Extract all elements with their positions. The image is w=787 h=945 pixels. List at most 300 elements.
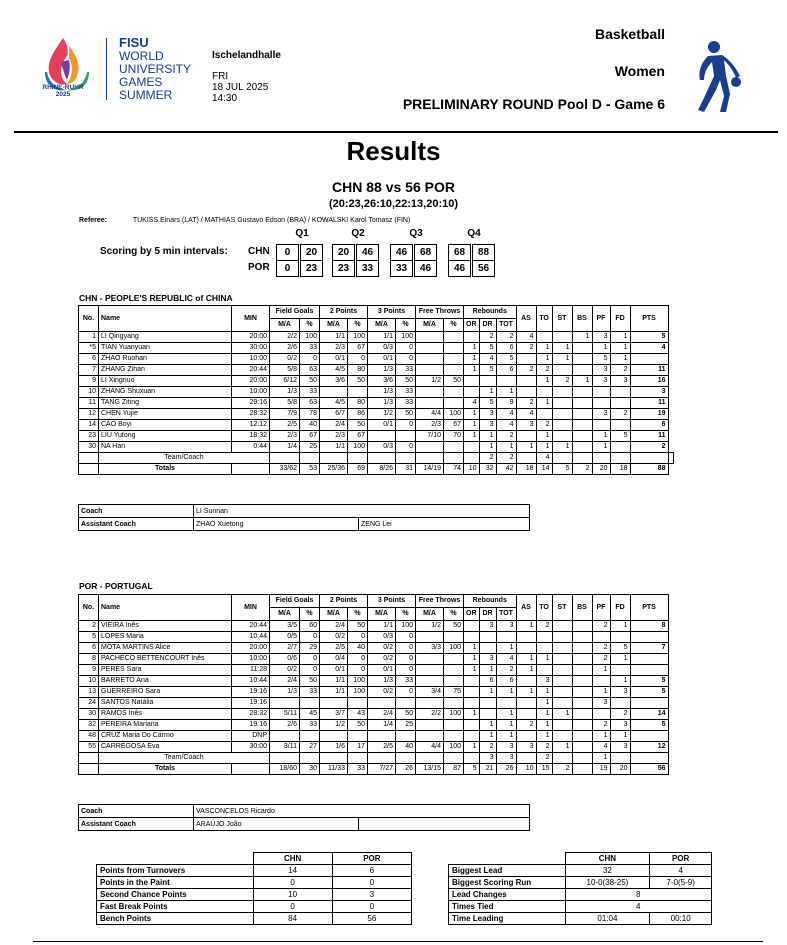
assistant-coach: ZHAO Xuetong: [194, 518, 359, 531]
stat-cell: 9: [496, 398, 516, 409]
stat-row: [97, 913, 412, 925]
stat-cell: 0/2: [368, 687, 396, 698]
stat-cell: 3: [610, 742, 630, 753]
player-number: 30: [79, 442, 99, 453]
player-name: BARRETO Ana: [99, 676, 232, 687]
stat-cell: 6: [496, 676, 516, 687]
stat-cell: [630, 665, 668, 676]
col-sub-header: %: [348, 319, 368, 332]
interval-score: 20: [332, 244, 355, 261]
stat-cell: 2/3: [416, 420, 444, 431]
por-coach-table: [78, 804, 530, 831]
stat-cell: 1: [592, 665, 610, 676]
stat-cell: [516, 731, 536, 742]
stat-value: 00:10: [650, 913, 712, 925]
stat-value: 0: [253, 901, 332, 913]
stat-cell: [592, 453, 610, 464]
stat-cell: 14: [630, 709, 668, 720]
stat-cell: 1: [536, 376, 552, 387]
col-sub-header: M/A: [416, 608, 444, 621]
player-number: 13: [79, 687, 99, 698]
stat-cell: 2: [516, 343, 536, 354]
stat-cell: 10:44: [232, 676, 270, 687]
player-row: [79, 431, 674, 442]
stat-cell: 28:32: [232, 409, 270, 420]
stat-cell: 5: [592, 354, 610, 365]
stat-cell: 2: [516, 720, 536, 731]
stat-cell: 1: [464, 654, 480, 665]
stat-value: 0: [332, 901, 411, 913]
stat-cell: [572, 387, 592, 398]
stat-row: [97, 865, 412, 877]
stat-cell: [552, 621, 572, 632]
total-cell: 74: [444, 464, 464, 475]
stat-cell: [630, 354, 668, 365]
stat-cell: 1: [516, 654, 536, 665]
player-name: ZHAO Ruohan: [99, 354, 232, 365]
player-name: CHEN Yujie: [99, 409, 232, 420]
stat-cell: 19: [630, 409, 668, 420]
stat-cell: [552, 387, 572, 398]
stat-cell: [572, 709, 592, 720]
stat-cell: 0/4: [320, 654, 348, 665]
por-team-title: POR - PORTUGAL: [79, 581, 153, 591]
col-min-header: MIN: [232, 595, 270, 621]
stat-cell: 1: [464, 643, 480, 654]
stat-row: [449, 877, 712, 889]
stat-cell: 1: [536, 354, 552, 365]
stat-team-header: CHN: [253, 853, 332, 865]
col-sub-header: M/A: [416, 319, 444, 332]
stat-cell: [444, 731, 464, 742]
total-cell: 21: [479, 764, 496, 775]
stat-cell: 1/3: [270, 687, 300, 698]
stat-cell: 1: [610, 343, 630, 354]
stat-cell: 1/3: [368, 676, 396, 687]
stat-cell: 4: [630, 343, 668, 354]
stat-cell: [444, 442, 464, 453]
stat-cell: 1: [610, 731, 630, 742]
stat-cell: 1: [552, 742, 572, 753]
col-sub-header: %: [396, 319, 416, 332]
stat-cell: [516, 643, 536, 654]
col-stat-header: PTS: [630, 595, 668, 621]
stat-cell: 3: [496, 753, 516, 764]
stat-cell: [444, 332, 464, 343]
stat-cell: 2: [496, 665, 516, 676]
stat-cell: 1/1: [320, 676, 348, 687]
stat-cell: 33: [396, 365, 416, 376]
stat-cell: [444, 632, 464, 643]
stat-cell: 4/5: [320, 398, 348, 409]
stat-cell: [300, 453, 320, 464]
logo-sub-line-1: RHINE-RUHR: [42, 84, 84, 91]
stat-cell: 5: [610, 643, 630, 654]
logo-sub-line-2: 2025: [55, 91, 71, 98]
stat-cell: 2: [610, 365, 630, 376]
stat-cell: [444, 676, 464, 687]
stat-cell: 3: [496, 621, 516, 632]
final-score: CHN 88 vs 56 POR: [332, 179, 455, 195]
stat-cell: 10:00: [232, 354, 270, 365]
stat-cell: 2: [496, 332, 516, 343]
stat-value: 56: [332, 913, 411, 925]
player-name: LOPES Maria: [99, 632, 232, 643]
col-sub-header: M/A: [320, 608, 348, 621]
stat-label: Time Leading: [449, 913, 566, 925]
stat-cell: [552, 632, 572, 643]
stat-cell: [516, 676, 536, 687]
stat-cell: [572, 453, 592, 464]
stat-cell: 33: [300, 387, 320, 398]
stat-cell: 29:16: [232, 398, 270, 409]
stat-row: [97, 877, 412, 889]
stat-cell: 2/4: [368, 709, 396, 720]
stat-cell: 50: [300, 676, 320, 687]
player-row: [79, 720, 669, 731]
stat-cell: 67: [348, 431, 368, 442]
stat-cell: [444, 398, 464, 409]
sport-label: Basketball: [594, 26, 665, 42]
logo-line-2: UNIVERSITY: [119, 62, 192, 76]
stat-cell: [610, 420, 630, 431]
interval-score: 46: [390, 244, 413, 261]
total-cell: 69: [348, 464, 368, 475]
stat-cell: 18:32: [232, 431, 270, 442]
stat-value: 3: [332, 889, 411, 901]
total-cell: 14: [536, 464, 552, 475]
player-row: [79, 354, 674, 365]
stat-value: 32: [565, 865, 650, 877]
stat-cell: 3: [479, 420, 496, 431]
stat-cell: 1: [464, 365, 480, 376]
total-cell: 10: [516, 764, 536, 775]
total-cell: 5: [552, 464, 572, 475]
stat-cell: 2: [610, 709, 630, 720]
stat-cell: [300, 731, 320, 742]
stat-cell: 6/12: [270, 376, 300, 387]
por-box-score: [78, 594, 669, 775]
stat-cell: 1: [552, 442, 572, 453]
logo-divider: [106, 38, 107, 100]
stat-cell: 7/9: [270, 409, 300, 420]
stat-cell: 20:00: [232, 376, 270, 387]
total-cell: 87: [444, 764, 464, 775]
stat-cell: [464, 332, 480, 343]
flame-logo-icon: [33, 32, 108, 92]
total-cell: 11/33: [320, 764, 348, 775]
stat-cell: 1: [592, 753, 610, 764]
player-number: 24: [79, 698, 99, 709]
stat-cell: [536, 387, 552, 398]
col-group-header: Field Goals: [270, 595, 320, 608]
stat-cell: 1: [464, 665, 480, 676]
stat-cell: 0: [300, 654, 320, 665]
stat-cell: 0: [300, 665, 320, 676]
player-name: ZHANG Shuxuan: [99, 387, 232, 398]
player-number: 9: [79, 665, 99, 676]
stat-cell: [592, 420, 610, 431]
total-cell: 13/15: [416, 764, 444, 775]
stat-cell: [416, 720, 444, 731]
stat-cell: [416, 365, 444, 376]
stat-cell: 4/4: [416, 742, 444, 753]
col-stat-header: PF: [592, 306, 610, 332]
col-stat-header: TO: [536, 595, 552, 621]
player-number: 32: [79, 720, 99, 731]
stat-cell: 10:00: [232, 387, 270, 398]
referee-line: [79, 217, 410, 224]
stat-cell: 100: [444, 643, 464, 654]
stat-label: Lead Changes: [449, 889, 566, 901]
stat-cell: 3/7: [320, 709, 348, 720]
stat-value: 14: [253, 865, 332, 877]
player-number: 10: [79, 676, 99, 687]
stat-cell: [348, 753, 368, 764]
stat-cell: [592, 676, 610, 687]
player-row: [79, 442, 674, 453]
intervals-label: Scoring by 5 min intervals:: [100, 246, 228, 257]
total-cell: 20: [592, 464, 610, 475]
stat-cell: [416, 332, 444, 343]
stat-cell: 67: [444, 420, 464, 431]
stat-cell: 100: [300, 332, 320, 343]
player-name: LIU Yutong: [99, 431, 232, 442]
stat-cell: [464, 632, 480, 643]
total-cell: 88: [630, 464, 668, 475]
quarter-header: Q1: [295, 228, 309, 239]
chn-box-score: [78, 305, 674, 475]
stat-cell: 50: [300, 376, 320, 387]
total-cell: [232, 464, 270, 475]
assistant-coach-label: Assistant Coach: [79, 818, 194, 831]
stat-cell: [444, 387, 464, 398]
stat-cell: [348, 453, 368, 464]
stat-cell: 1: [496, 720, 516, 731]
stat-cell: [610, 665, 630, 676]
stat-cell: 33: [300, 720, 320, 731]
stat-cell: 28:32: [232, 709, 270, 720]
stat-value: 10-0(38-25): [565, 877, 650, 889]
stat-cell: 75: [444, 687, 464, 698]
stat-cell: [536, 632, 552, 643]
stat-cell: 3: [592, 332, 610, 343]
player-number: 55: [79, 742, 99, 753]
stat-cell: 100: [396, 332, 416, 343]
col-sub-header: M/A: [270, 319, 300, 332]
stat-cell: [444, 453, 464, 464]
stat-cell: [536, 665, 552, 676]
stat-cell: 2: [516, 398, 536, 409]
total-cell: 31: [396, 464, 416, 475]
interval-team: POR: [248, 262, 270, 273]
player-name: SANTOS Natália: [99, 698, 232, 709]
stat-cell: [552, 654, 572, 665]
stat-cell: [572, 431, 592, 442]
stat-cell: 63: [300, 398, 320, 409]
player-row: [79, 742, 669, 753]
stat-cell: [416, 453, 444, 464]
player-name: CAO Boyi: [99, 420, 232, 431]
stat-cell: [396, 731, 416, 742]
stat-cell: 30:00: [232, 343, 270, 354]
stat-cell: 1: [610, 676, 630, 687]
stat-cell: 20:44: [232, 365, 270, 376]
stat-cell: [592, 632, 610, 643]
stat-cell: 3: [496, 742, 516, 753]
stat-cell: 0/3: [368, 632, 396, 643]
logo-org: FISU: [119, 35, 149, 50]
logo-line-1: WORLD: [119, 49, 164, 63]
stat-cell: 50: [444, 376, 464, 387]
stat-cell: 43: [348, 709, 368, 720]
stat-cell: 1: [552, 709, 572, 720]
stat-cell: [516, 453, 536, 464]
stat-cell: 2: [496, 431, 516, 442]
total-cell: 7/27: [368, 764, 396, 775]
stat-cell: 7/10: [416, 431, 444, 442]
interval-score: 46: [414, 260, 437, 277]
player-number: 7: [79, 365, 99, 376]
stat-cell: 33: [396, 387, 416, 398]
stat-cell: [496, 698, 516, 709]
stat-cell: 2: [552, 376, 572, 387]
stat-cell: 8: [630, 621, 668, 632]
stat-cell: 11: [630, 398, 668, 409]
stat-cell: 6: [630, 420, 668, 431]
stat-cell: 50: [348, 621, 368, 632]
stat-cell: [592, 398, 610, 409]
stat-cell: 1: [496, 442, 516, 453]
total-cell: 33: [348, 764, 368, 775]
stat-cell: 10:00: [232, 654, 270, 665]
stat-cell: [320, 753, 348, 764]
stat-cell: 2: [592, 654, 610, 665]
stat-cell: 45: [300, 709, 320, 720]
stat-cell: [572, 442, 592, 453]
stat-cell: [630, 453, 668, 464]
stat-cell: 2: [479, 453, 496, 464]
stat-cell: [320, 731, 348, 742]
footer-rule: [33, 941, 763, 942]
stat-cell: 7: [630, 643, 668, 654]
stat-cell: 4: [496, 654, 516, 665]
stat-row: [449, 901, 712, 913]
stat-cell: 50: [396, 376, 416, 387]
player-number: 9: [79, 376, 99, 387]
total-cell: 10: [464, 464, 480, 475]
col-stat-header: FD: [610, 595, 630, 621]
stat-cell: 2: [592, 720, 610, 731]
stat-cell: [270, 731, 300, 742]
stat-label: Points from Turnovers: [97, 865, 254, 877]
team-stats-right: [448, 852, 712, 925]
stat-cell: 27: [300, 742, 320, 753]
team-stats-left: [96, 852, 412, 925]
stat-cell: 2: [496, 453, 516, 464]
stat-cell: [668, 453, 673, 464]
stat-cell: [464, 687, 480, 698]
player-name: TIAN Yuanyuan: [99, 343, 232, 354]
stat-cell: 40: [348, 643, 368, 654]
stat-value: 0: [332, 877, 411, 889]
stat-cell: [630, 698, 668, 709]
stat-cell: [552, 676, 572, 687]
stat-cell: [572, 632, 592, 643]
stat-cell: [464, 720, 480, 731]
stat-cell: [368, 431, 396, 442]
player-name: NA Han: [99, 442, 232, 453]
col-sub-header: %: [300, 319, 320, 332]
stat-cell: 0: [396, 420, 416, 431]
player-number: 12: [79, 409, 99, 420]
stat-cell: 0: [348, 665, 368, 676]
stat-cell: 1: [464, 420, 480, 431]
stat-cell: [630, 654, 668, 665]
stat-cell: 1: [464, 354, 480, 365]
stat-cell: [552, 398, 572, 409]
stat-cell: 0/2: [270, 665, 300, 676]
stat-row: [449, 913, 712, 925]
stat-cell: 0/1: [368, 420, 396, 431]
stat-cell: 0/2: [320, 632, 348, 643]
stat-cell: 100: [348, 687, 368, 698]
stat-cell: 5: [479, 365, 496, 376]
stat-cell: 1: [464, 431, 480, 442]
stat-cell: 11: [630, 365, 668, 376]
stat-cell: 1/2: [320, 720, 348, 731]
stat-row: [97, 889, 412, 901]
stat-cell: 1: [479, 387, 496, 398]
stat-cell: 5: [630, 332, 668, 343]
stat-cell: [416, 731, 444, 742]
stat-cell: 2/3: [270, 431, 300, 442]
total-cell: 18: [610, 464, 630, 475]
stat-cell: 1: [536, 731, 552, 742]
col-stat-header: ST: [552, 306, 572, 332]
col-sub-header: M/A: [320, 319, 348, 332]
col-group-header: Free Throws: [416, 595, 464, 608]
stat-value: 0: [253, 877, 332, 889]
stat-value: 6: [332, 865, 411, 877]
stat-cell: [572, 343, 592, 354]
player-number: 6: [79, 354, 99, 365]
stat-cell: 78: [300, 409, 320, 420]
stat-cell: 1: [536, 687, 552, 698]
stat-cell: [610, 387, 630, 398]
interval-score: 0: [276, 244, 299, 261]
stat-cell: [368, 698, 396, 709]
stat-cell: [516, 632, 536, 643]
stat-cell: [464, 621, 480, 632]
stat-cell: 4: [536, 453, 552, 464]
assistant-coach: ZENG Lei: [359, 518, 530, 531]
stat-cell: [516, 431, 536, 442]
stat-cell: DNP: [232, 731, 270, 742]
stat-cell: 20:44: [232, 621, 270, 632]
team-coach-row: [79, 753, 669, 764]
stat-cell: 3: [516, 420, 536, 431]
total-cell: 33/62: [270, 464, 300, 475]
col-no-header: No.: [79, 595, 99, 621]
total-cell: 26: [496, 764, 516, 775]
stat-cell: 3: [516, 742, 536, 753]
stat-cell: 2/5: [270, 420, 300, 431]
stat-cell: [444, 665, 464, 676]
stat-cell: 33: [396, 398, 416, 409]
stat-cell: [348, 698, 368, 709]
stat-cell: 2: [536, 621, 552, 632]
